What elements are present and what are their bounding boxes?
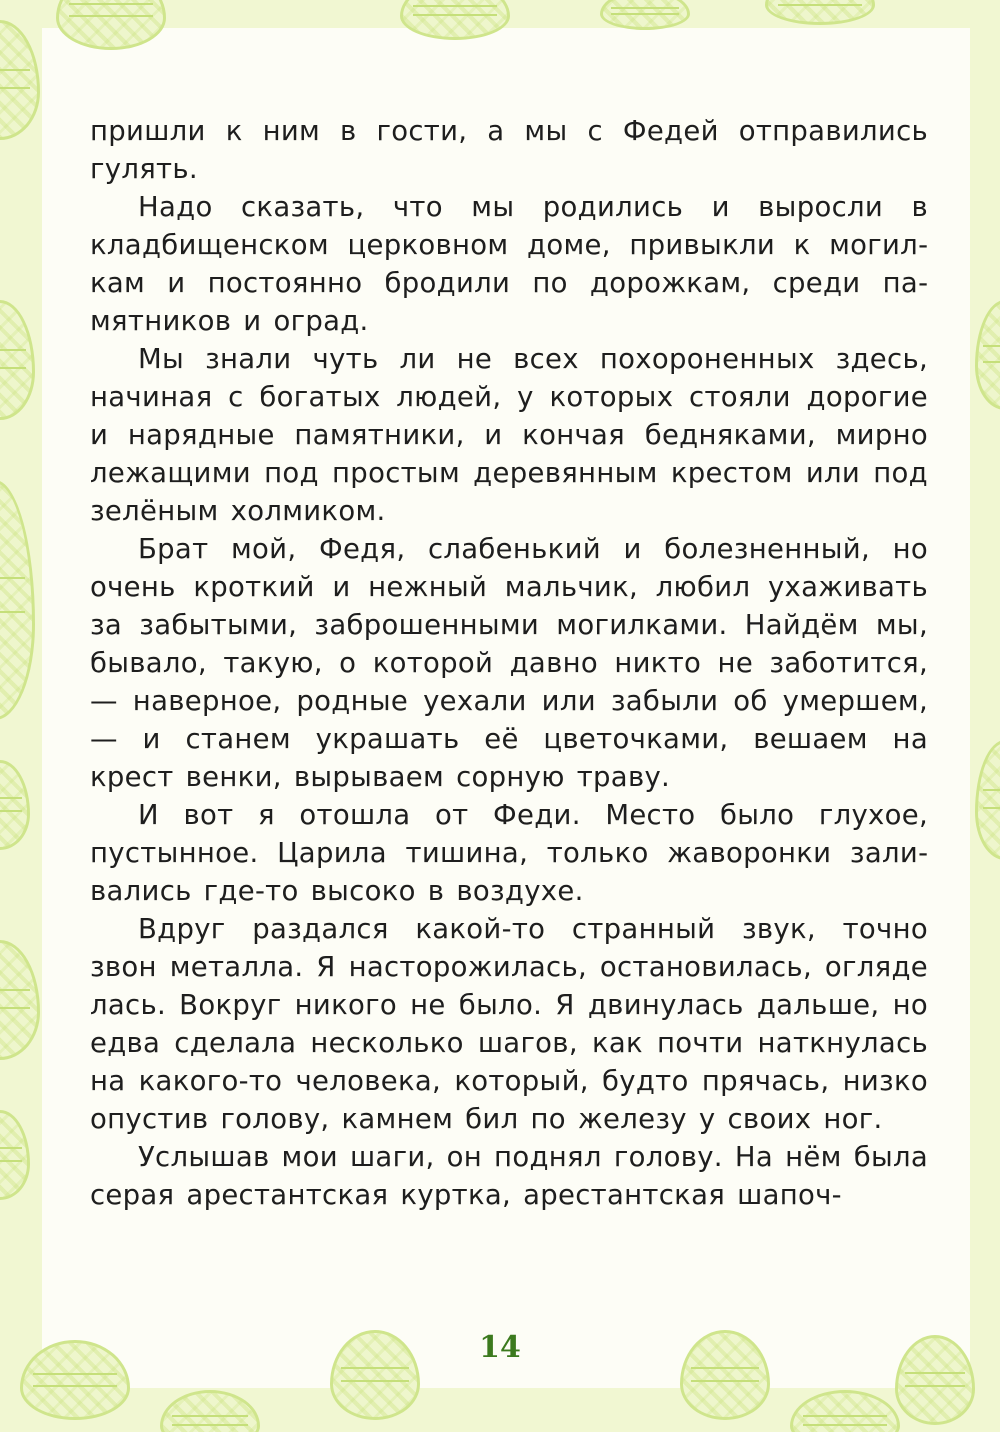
body-text	[90, 112, 928, 1214]
paragraph: пришли к ним в гости, а мы с Федей отправились гулять.	[90, 115, 928, 185]
paragraph: Мы знали чуть ли не всех похороненных здесь, начиная с богатых людей, у которых стояли дорогие и нарядные памятники, и кончая бедняками, мирно лежащими под простым деревянным крестом или под зелёным холмиком.	[90, 343, 928, 527]
paragraph: Услышав мои шаги, он поднял голову. На нём была серая арестантская куртка, арестантская шапоч-	[90, 1141, 928, 1211]
paragraph: Надо сказать, что мы родились и выросли в кладбищенском церковном доме, привыкли к могилкам и постоянно бродили по дорожкам, среди памятников и оград.	[90, 191, 928, 337]
paragraph: Брат мой, Федя, слабенький и болезненный, но очень кроткий и нежный мальчик, любил ухаживать за забытыми, заброшенными могилками. Найдём мы, бывало, такую, о которой давно никто не заботится, — наверное, родные уехали или забыли об умершем, — и станем украшать её цветочками, вешаем на крест венки, вырываем сорную траву.	[90, 533, 928, 793]
paragraph: Вдруг раздался какой-то странный звук, точно звон металла. Я насторожилась, остановилась, огляде лась. Вокруг никого не было. Я двинулась дальше, но едва сделала несколько шагов, как почти наткнулась на какого-то человека, который, будто прячась, низко опустив голову, камнем бил по железу у своих ног.	[90, 913, 928, 1135]
page-number: 14	[479, 1330, 521, 1365]
paragraph: И вот я отошла от Феди. Место было глухое, пустынное. Царила тишина, только жаворонки заливались где-то высоко в воздухе.	[90, 799, 928, 907]
